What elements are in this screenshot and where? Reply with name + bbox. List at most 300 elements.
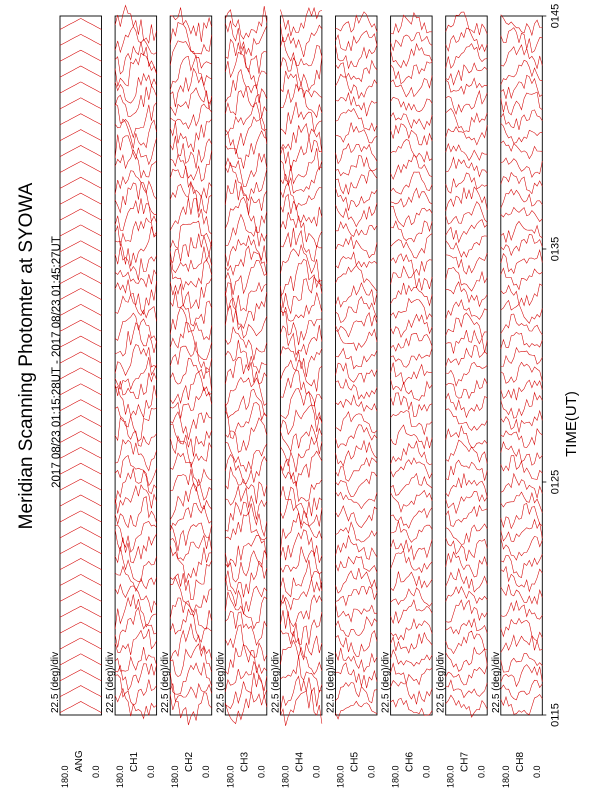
trace-line	[391, 44, 433, 68]
trace-line	[446, 426, 488, 448]
panel-label: CH5	[349, 751, 361, 772]
trace-line	[336, 348, 378, 368]
trace-line	[60, 98, 102, 109]
trace-line	[391, 234, 433, 259]
trace-line	[336, 522, 378, 542]
trace-line	[446, 282, 488, 307]
trace-line	[115, 150, 157, 178]
y-tick-min: 0.0	[91, 765, 101, 778]
trace-line	[170, 546, 212, 583]
trace-line	[280, 167, 322, 193]
trace-line	[446, 600, 488, 622]
trace-line	[336, 237, 378, 258]
trace-line	[336, 663, 378, 688]
trace-line	[60, 130, 102, 141]
panel-frame	[391, 16, 433, 715]
trace-line	[170, 693, 212, 725]
trace-line	[60, 18, 102, 29]
trace-line	[225, 535, 266, 567]
trace-line	[501, 554, 543, 577]
trace-line	[391, 62, 433, 84]
trace-line	[225, 673, 266, 709]
trace-line	[501, 680, 543, 700]
scale-label: 22.5 (deg)/div	[105, 651, 117, 713]
trace-line	[170, 68, 212, 107]
trace-line	[446, 505, 488, 526]
trace-line	[170, 663, 212, 695]
trace-line	[115, 198, 157, 230]
trace-line	[280, 425, 322, 452]
y-tick-max: 180.0	[225, 765, 236, 788]
trace-line	[115, 629, 157, 655]
trace-line	[225, 357, 266, 384]
trace-line	[60, 273, 102, 284]
trace-line	[501, 221, 543, 242]
trace-line	[336, 222, 378, 237]
trace-line	[446, 157, 488, 176]
trace-line	[280, 640, 322, 674]
trace-line	[391, 521, 433, 542]
trace-line	[225, 39, 266, 73]
trace-line	[280, 325, 322, 355]
trace-line	[170, 372, 212, 404]
trace-line	[446, 473, 488, 497]
trace-line	[446, 202, 488, 225]
trace-line	[391, 379, 433, 400]
trace-line	[170, 22, 212, 54]
traces	[115, 5, 157, 718]
trace-line	[391, 698, 433, 715]
trace-line	[501, 92, 543, 115]
trace-line	[501, 314, 543, 335]
trace-line	[391, 333, 433, 351]
trace-line	[225, 6, 266, 39]
y-tick-min: 0.0	[531, 765, 542, 778]
trace-line	[501, 45, 543, 69]
trace-line	[336, 701, 378, 719]
trace-line	[60, 114, 102, 125]
traces	[60, 18, 102, 712]
trace-line	[391, 188, 433, 207]
trace-line	[336, 61, 378, 82]
trace-line	[225, 513, 266, 540]
trace-line	[170, 260, 212, 290]
trace-line	[60, 416, 102, 427]
trace-line	[170, 119, 212, 152]
trace-line	[501, 60, 543, 85]
chart-title: Meridian Scanning Photomter at SYOWA	[16, 182, 37, 530]
trace-line	[391, 266, 433, 290]
trace-line	[446, 187, 488, 211]
scale-label: 22.5 (deg)/div	[380, 651, 392, 713]
x-tick-label: 0125	[549, 469, 562, 495]
trace-line	[446, 680, 488, 697]
trace-line	[336, 265, 378, 291]
trace-line	[446, 63, 488, 85]
y-tick-min: 0.0	[476, 765, 487, 778]
trace-line	[170, 683, 212, 701]
trace-line	[501, 332, 543, 349]
trace-line	[225, 52, 266, 88]
trace-line	[225, 644, 266, 674]
x-axis	[542, 4, 561, 727]
trace-line	[115, 485, 157, 514]
trace-line	[60, 463, 102, 474]
trace-line	[60, 511, 102, 522]
scale-label: 22.5 (deg)/div	[215, 651, 227, 713]
trace-line	[336, 441, 378, 466]
trace-line	[60, 304, 102, 315]
scale-label: 22.5 (deg)/div	[490, 651, 502, 713]
trace-line	[501, 601, 543, 619]
trace-line	[501, 393, 543, 419]
trace-line	[225, 327, 266, 360]
trace-line	[501, 442, 543, 465]
y-tick-max: 180.0	[280, 765, 291, 788]
trace-line	[60, 654, 102, 665]
trace-line	[501, 635, 543, 652]
trace-line	[170, 523, 212, 551]
trace-line	[446, 631, 488, 654]
trace-line	[501, 123, 543, 143]
panel-label: CH7	[459, 751, 471, 772]
trace-line	[336, 297, 378, 323]
trace-line	[280, 451, 322, 486]
trace-line	[501, 536, 543, 560]
trace-line	[391, 113, 433, 130]
panel-ch6	[381, 13, 433, 788]
trace-line	[115, 86, 157, 117]
trace-line	[391, 663, 433, 684]
trace-line	[336, 329, 378, 350]
panel-label: CH6	[404, 751, 416, 772]
trace-line	[170, 322, 212, 360]
trace-line	[391, 348, 433, 368]
trace-line	[336, 156, 378, 176]
trace-line	[446, 552, 488, 577]
trace-line	[170, 483, 212, 520]
trace-line	[280, 8, 322, 36]
scale-label: 22.5 (deg)/div	[160, 651, 172, 713]
trace-line	[280, 37, 322, 66]
trace-line	[60, 209, 102, 220]
trace-line	[170, 151, 212, 182]
y-tick-max: 180.0	[445, 765, 456, 788]
trace-line	[115, 345, 157, 376]
trace-line	[501, 268, 543, 289]
trace-line	[391, 474, 433, 496]
trace-line	[501, 110, 543, 130]
trace-line	[60, 670, 102, 681]
trace-line	[501, 75, 543, 99]
trace-line	[60, 193, 102, 204]
trace-line	[336, 313, 378, 337]
trace-line	[280, 360, 322, 391]
trace-line	[336, 683, 378, 703]
trace-line	[225, 455, 266, 484]
trace-line	[501, 207, 543, 221]
trace-line	[280, 292, 322, 321]
scale-label: 22.5 (deg)/div	[325, 651, 337, 713]
panel-ch8	[491, 15, 543, 788]
trace-line	[391, 172, 433, 194]
chart-subtitle: 2017 08/23 01:15:28UT - 2017 08/23 01:45:27UT	[51, 236, 63, 488]
y-tick-max: 180.0	[170, 765, 181, 788]
panel-frame	[60, 16, 102, 715]
panel-ch7	[436, 12, 488, 788]
trace-line	[336, 144, 378, 164]
trace-line	[170, 234, 212, 263]
trace-line	[60, 289, 102, 300]
trace-line	[501, 584, 543, 604]
y-tick-max: 180.0	[500, 765, 511, 788]
trace-line	[225, 692, 266, 724]
trace-line	[225, 662, 266, 692]
trace-line	[115, 357, 157, 389]
trace-line	[336, 648, 378, 672]
y-tick-max: 180.0	[390, 765, 401, 788]
trace-line	[501, 300, 543, 323]
trace-line	[336, 604, 378, 622]
trace-line	[60, 146, 102, 157]
trace-line	[446, 12, 488, 35]
y-tick-min: 0.0	[421, 765, 432, 778]
trace-line	[446, 267, 488, 291]
trace-line	[170, 247, 212, 273]
trace-line	[115, 280, 157, 315]
trace-line	[115, 270, 157, 287]
trace-line	[60, 241, 102, 252]
trace-line	[280, 656, 322, 693]
trace-line	[336, 31, 378, 51]
trace-line	[60, 638, 102, 649]
trace-line	[446, 524, 488, 545]
y-tick-min: 0.0	[146, 765, 157, 778]
trace-line	[501, 474, 543, 498]
trace-line	[225, 561, 266, 597]
trace-line	[446, 236, 488, 257]
trace-line	[60, 479, 102, 490]
trace-line	[501, 618, 543, 641]
trace-line	[391, 600, 433, 623]
trace-line	[391, 32, 433, 50]
trace-line	[501, 567, 543, 592]
trace-line	[170, 609, 212, 642]
y-tick-min: 0.0	[366, 765, 377, 778]
x-tick-label: 0115	[549, 703, 562, 727]
trace-line	[446, 665, 488, 685]
trace-line	[115, 313, 157, 342]
trace-line	[391, 507, 433, 528]
trace-line	[170, 104, 212, 129]
trace-line	[446, 409, 488, 431]
trace-line	[280, 405, 322, 435]
scale-label: 22.5 (deg)/div	[50, 651, 61, 713]
trace-line	[115, 102, 157, 137]
trace-line	[60, 34, 102, 45]
trace-line	[60, 50, 102, 61]
trace-line	[170, 198, 212, 235]
y-tick-min: 0.0	[311, 765, 322, 778]
trace-line	[225, 260, 266, 295]
trace-line	[391, 393, 433, 417]
trace-line	[60, 336, 102, 347]
trace-line	[170, 278, 212, 309]
trace-line	[446, 125, 488, 145]
trace-line	[225, 197, 266, 232]
trace-line	[170, 342, 212, 373]
panel-label: CH8	[514, 751, 526, 772]
trace-line	[115, 407, 157, 441]
trace-line	[501, 250, 543, 273]
trace-line	[60, 352, 102, 363]
trace-line	[446, 460, 488, 481]
trace-line	[170, 183, 212, 213]
trace-line	[115, 440, 157, 471]
trace-line	[391, 490, 433, 512]
trace-line	[391, 283, 433, 306]
trace-line	[391, 650, 433, 666]
trace-line	[501, 141, 543, 159]
trace-line	[280, 212, 322, 247]
panel-label: ANG	[74, 750, 85, 772]
panel-label: CH1	[129, 751, 141, 772]
trace-line	[225, 551, 266, 583]
trace-line	[60, 447, 102, 458]
trace-line	[336, 74, 378, 98]
trace-line	[60, 320, 102, 331]
trace-line	[391, 458, 433, 478]
trace-line	[391, 155, 433, 180]
trace-line	[336, 472, 378, 497]
trace-line	[170, 221, 212, 249]
trace-line	[280, 437, 322, 472]
traces	[336, 12, 378, 719]
trace-line	[225, 592, 266, 629]
trace-line	[60, 527, 102, 538]
panel-frame	[501, 16, 543, 715]
trace-line	[280, 486, 322, 518]
panel-label: CH3	[239, 751, 251, 772]
trace-line	[170, 56, 212, 90]
trace-line	[336, 492, 378, 509]
trace-line	[60, 384, 102, 395]
traces	[225, 6, 266, 724]
trace-line	[225, 378, 266, 407]
y-tick-max: 180.0	[60, 765, 70, 788]
trace-line	[501, 695, 543, 715]
trace-line	[336, 617, 378, 637]
trace-line	[501, 173, 543, 194]
trace-line	[336, 395, 378, 411]
panel-ch2	[160, 8, 212, 789]
trace-line	[446, 109, 488, 132]
trace-line	[280, 259, 322, 296]
trace-line	[170, 41, 212, 68]
trace-line	[501, 654, 543, 673]
trace-line	[336, 109, 378, 132]
trace-line	[60, 368, 102, 379]
trace-line	[170, 412, 212, 440]
trace-line	[115, 675, 157, 705]
trace-line	[60, 590, 102, 601]
trace-line	[501, 429, 543, 448]
trace-line	[225, 625, 266, 661]
trace-line	[391, 140, 433, 162]
trace-line	[60, 574, 102, 585]
y-tick-max: 180.0	[115, 765, 126, 788]
trace-line	[501, 362, 543, 383]
traces	[501, 15, 543, 715]
panel-ch3	[215, 6, 266, 788]
trace-line	[60, 559, 102, 570]
trace-line	[60, 82, 102, 93]
x-tick-label: 0145	[549, 3, 562, 29]
panels	[50, 5, 542, 788]
trace-line	[391, 572, 433, 591]
traces	[391, 13, 433, 716]
trace-line	[446, 78, 488, 94]
traces	[446, 12, 488, 717]
panel-ch1	[105, 5, 157, 788]
trace-line	[60, 686, 102, 697]
trace-line	[60, 66, 102, 77]
trace-line	[115, 247, 157, 280]
trace-line	[391, 97, 433, 112]
trace-line	[446, 695, 488, 717]
trace-line	[280, 465, 322, 501]
trace-line	[170, 136, 212, 169]
trace-line	[336, 506, 378, 528]
trace-line	[446, 44, 488, 69]
panel-label: CH2	[184, 751, 196, 772]
trace-line	[501, 189, 543, 208]
trace-line	[225, 340, 266, 373]
trace-line	[501, 665, 543, 687]
trace-line	[391, 411, 433, 435]
trace-line	[225, 502, 266, 536]
trace-line	[391, 588, 433, 607]
trace-line	[391, 254, 433, 276]
trace-line	[225, 153, 266, 187]
trace-line	[336, 93, 378, 116]
trace-line	[280, 102, 322, 134]
trace-line	[391, 681, 433, 705]
trace-line	[60, 495, 102, 506]
trace-line	[225, 87, 266, 117]
trace-line	[280, 530, 322, 563]
trace-line	[446, 362, 488, 386]
x-axis-label: TIME(UT)	[563, 391, 580, 457]
trace-line	[280, 690, 322, 726]
trace-line	[446, 173, 488, 193]
trace-line	[446, 220, 488, 243]
trace-line	[115, 119, 157, 148]
trace-line	[446, 587, 488, 604]
trace-line	[60, 606, 102, 617]
trace-line	[391, 299, 433, 320]
trace-line	[501, 456, 543, 480]
panel-frame	[280, 16, 322, 715]
trace-line	[115, 546, 157, 581]
trace-line	[391, 124, 433, 145]
trace-line	[446, 619, 488, 635]
trace-line	[391, 314, 433, 337]
trace-line	[336, 283, 378, 307]
trace-line	[225, 467, 266, 504]
trace-line	[115, 5, 157, 43]
traces	[280, 8, 322, 726]
